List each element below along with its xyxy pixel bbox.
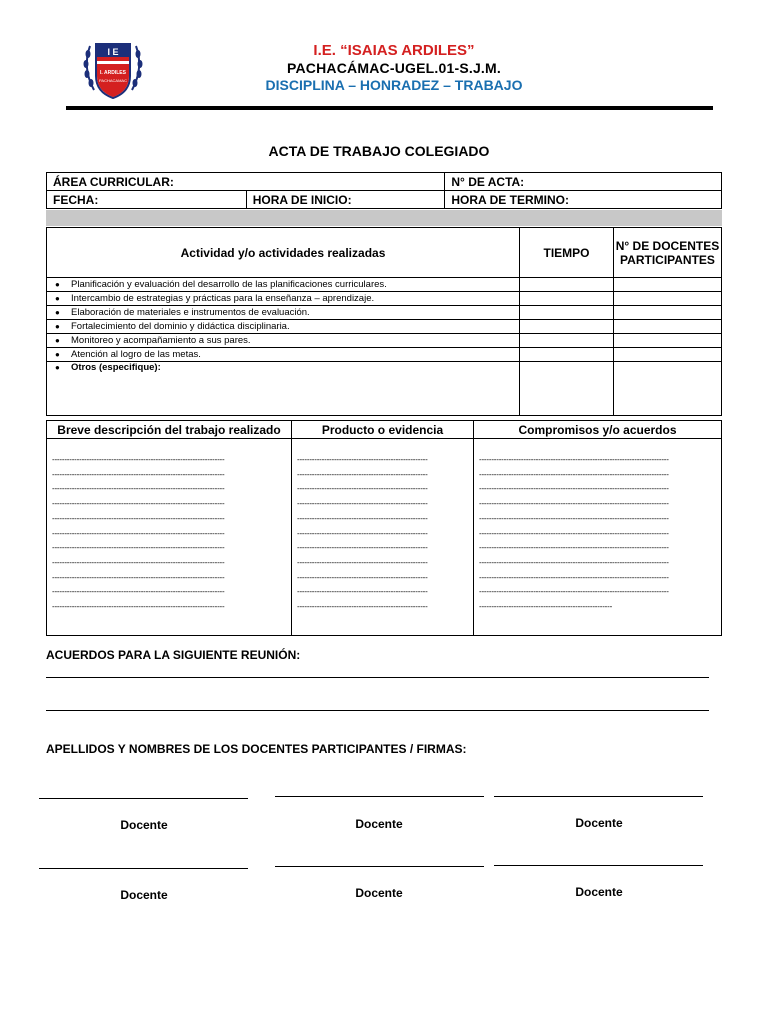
dash-line: ----------------------------------------------------- bbox=[297, 469, 428, 479]
commitments-header: Compromisos y/o acuerdos bbox=[474, 421, 722, 439]
dash-line: ---------------------------------------------------------------------- bbox=[52, 587, 225, 597]
dash-line: ----------------------------------------------------- bbox=[297, 484, 428, 494]
participants-cell[interactable] bbox=[614, 320, 722, 334]
dash-line: ---------------------------------------------------------------------- bbox=[52, 469, 225, 479]
product-cell[interactable] bbox=[292, 439, 474, 636]
activity-row bbox=[47, 292, 722, 306]
activity-label: Atención al logro de las metas. bbox=[71, 349, 201, 360]
activity-label: Intercambio de estrategias y prácticas para la enseñanza – aprendizaje. bbox=[71, 293, 375, 304]
dash-line: ----------------------------------------------------- bbox=[297, 455, 428, 464]
time-cell[interactable] bbox=[520, 348, 614, 362]
docente-label: Docente bbox=[120, 818, 168, 832]
dash-line: ----------------------------------------------------------------------------- bbox=[479, 572, 669, 582]
other-label[interactable]: Otros (especifique): bbox=[71, 362, 161, 373]
dash-line: ----------------------------------------------------------------------------- bbox=[479, 513, 669, 523]
meta-table bbox=[46, 172, 722, 209]
dash-line: ----------------------------------------------------------------------------- bbox=[479, 484, 669, 494]
acta-number-field[interactable]: N° DE ACTA: bbox=[445, 173, 722, 191]
dash-line: ----------------------------------------------------------------------------- bbox=[479, 543, 669, 553]
activity-row bbox=[47, 278, 722, 292]
dash-line: ----------------------------------------------------------------------------- bbox=[479, 469, 669, 479]
bullet-icon: ● bbox=[55, 308, 60, 317]
activity-header: Actividad y/o actividades realizadas bbox=[47, 228, 520, 278]
signature-line[interactable] bbox=[494, 796, 703, 797]
docente-label: Docente bbox=[575, 885, 623, 899]
activity-row-other bbox=[47, 362, 722, 416]
docente-label: Docente bbox=[355, 886, 403, 900]
dash-line: ---------------------------------------------------------------------- bbox=[52, 513, 225, 523]
time-cell[interactable] bbox=[520, 320, 614, 334]
header-divider bbox=[66, 106, 713, 110]
area-curricular-field[interactable]: ÁREA CURRICULAR: bbox=[47, 173, 445, 191]
dash-line: ---------------------------------------------------------------------- bbox=[52, 484, 225, 494]
participants-cell[interactable] bbox=[614, 292, 722, 306]
time-cell[interactable] bbox=[520, 362, 614, 416]
participants-cell[interactable] bbox=[614, 362, 722, 416]
activity-row bbox=[47, 320, 722, 334]
bullet-icon: ● bbox=[55, 294, 60, 303]
logo-text-mid: I. ARDILES bbox=[100, 70, 126, 76]
school-motto: DISCIPLINA – HONRADEZ – TRABAJO bbox=[265, 77, 523, 93]
time-cell[interactable] bbox=[520, 334, 614, 348]
commitments-cell[interactable] bbox=[474, 439, 722, 636]
separator-band bbox=[46, 210, 722, 226]
school-name: I.E. “ISAIAS ARDILES” bbox=[313, 42, 475, 59]
activity-label: Monitoreo y acompañamiento a sus pares. bbox=[71, 335, 251, 346]
hora-termino-field[interactable]: HORA DE TERMINO: bbox=[445, 191, 722, 209]
description-cell[interactable] bbox=[47, 439, 292, 636]
bullet-icon: ● bbox=[55, 280, 60, 289]
docente-label: Docente bbox=[120, 888, 168, 902]
description-table bbox=[46, 420, 722, 636]
bullet-icon: ● bbox=[55, 350, 60, 359]
participants-cell[interactable] bbox=[614, 348, 722, 362]
dash-line: ----------------------------------------------------- bbox=[297, 572, 428, 582]
time-cell[interactable] bbox=[520, 292, 614, 306]
agreements-label: ACUERDOS PARA LA SIGUIENTE REUNIÓN: bbox=[46, 648, 301, 662]
dash-line: ----------------------------------------------------- bbox=[297, 499, 428, 509]
agreements-line-1[interactable] bbox=[46, 677, 709, 678]
hora-inicio-field[interactable]: HORA DE INICIO: bbox=[246, 191, 445, 209]
dash-line: ---------------------------------------------------------------------- bbox=[52, 528, 225, 538]
dash-line: ---------------------------------------------------------------------- bbox=[52, 572, 225, 582]
time-cell[interactable] bbox=[520, 306, 614, 320]
signature-line[interactable] bbox=[39, 798, 248, 799]
dash-line: ---------------------------------------------------------------------- bbox=[52, 455, 225, 464]
dash-line: ------------------------------------------------------ bbox=[479, 602, 613, 612]
logo-text-bot: PACHACAMAC bbox=[99, 78, 127, 83]
dash-line: ----------------------------------------------------------------------------- bbox=[479, 528, 669, 538]
bullet-icon: ● bbox=[55, 363, 60, 372]
dash-line: ----------------------------------------------------- bbox=[297, 557, 428, 567]
dash-line: ----------------------------------------------------------------------------- bbox=[479, 499, 669, 509]
dash-line: ----------------------------------------------------------------------------- bbox=[479, 587, 669, 597]
time-cell[interactable] bbox=[520, 278, 614, 292]
signature-line[interactable] bbox=[275, 796, 484, 797]
fecha-field[interactable]: FECHA: bbox=[47, 191, 247, 209]
dash-line: ---------------------------------------------------------------------- bbox=[52, 543, 225, 553]
activities-table bbox=[46, 227, 722, 416]
bullet-icon: ● bbox=[55, 322, 60, 331]
bullet-icon: ● bbox=[55, 336, 60, 345]
dash-line: ----------------------------------------------------- bbox=[297, 513, 428, 523]
dash-line: ---------------------------------------------------------------------- bbox=[52, 499, 225, 509]
dash-line: ---------------------------------------------------------------------- bbox=[52, 602, 225, 612]
signature-line[interactable] bbox=[494, 865, 703, 866]
dash-line: ----------------------------------------------------- bbox=[297, 528, 428, 538]
activity-label: Planificación y evaluación del desarrollo de las planificaciones curriculares. bbox=[71, 279, 387, 290]
participants-header: N° DE DOCENTES PARTICIPANTES bbox=[614, 228, 722, 278]
time-header: TIEMPO bbox=[520, 228, 614, 278]
agreements-line-2[interactable] bbox=[46, 710, 709, 711]
signature-line[interactable] bbox=[39, 868, 248, 869]
dash-line: ----------------------------------------------------- bbox=[297, 602, 428, 612]
docente-label: Docente bbox=[575, 816, 623, 830]
document-title: ACTA DE TRABAJO COLEGIADO bbox=[268, 143, 490, 159]
activity-label: Elaboración de materiales e instrumentos de evaluación. bbox=[71, 307, 310, 318]
dash-line: ----------------------------------------------------- bbox=[297, 543, 428, 553]
logo-text-top: I E bbox=[107, 47, 119, 57]
dash-line: ----------------------------------------------------------------------------- bbox=[479, 557, 669, 567]
signatures-label: APELLIDOS Y NOMBRES DE LOS DOCENTES PARTICIPANTES / FIRMAS: bbox=[46, 742, 467, 756]
product-header: Producto o evidencia bbox=[292, 421, 474, 439]
activity-row bbox=[47, 348, 722, 362]
dash-line: ----------------------------------------------------- bbox=[297, 587, 428, 597]
activity-row bbox=[47, 334, 722, 348]
docente-label: Docente bbox=[355, 817, 403, 831]
school-location: PACHACÁMAC-UGEL.01-S.J.M. bbox=[287, 60, 501, 76]
participants-cell[interactable] bbox=[614, 278, 722, 292]
dash-line: ----------------------------------------------------------------------------- bbox=[479, 455, 669, 464]
activity-label: Fortalecimiento del dominio y didáctica disciplinaria. bbox=[71, 321, 290, 332]
participants-cell[interactable] bbox=[614, 306, 722, 320]
participants-cell[interactable] bbox=[614, 334, 722, 348]
signature-line[interactable] bbox=[275, 866, 484, 867]
activity-row bbox=[47, 306, 722, 320]
description-header: Breve descripción del trabajo realizado bbox=[47, 421, 292, 439]
dash-line: ---------------------------------------------------------------------- bbox=[52, 557, 225, 567]
